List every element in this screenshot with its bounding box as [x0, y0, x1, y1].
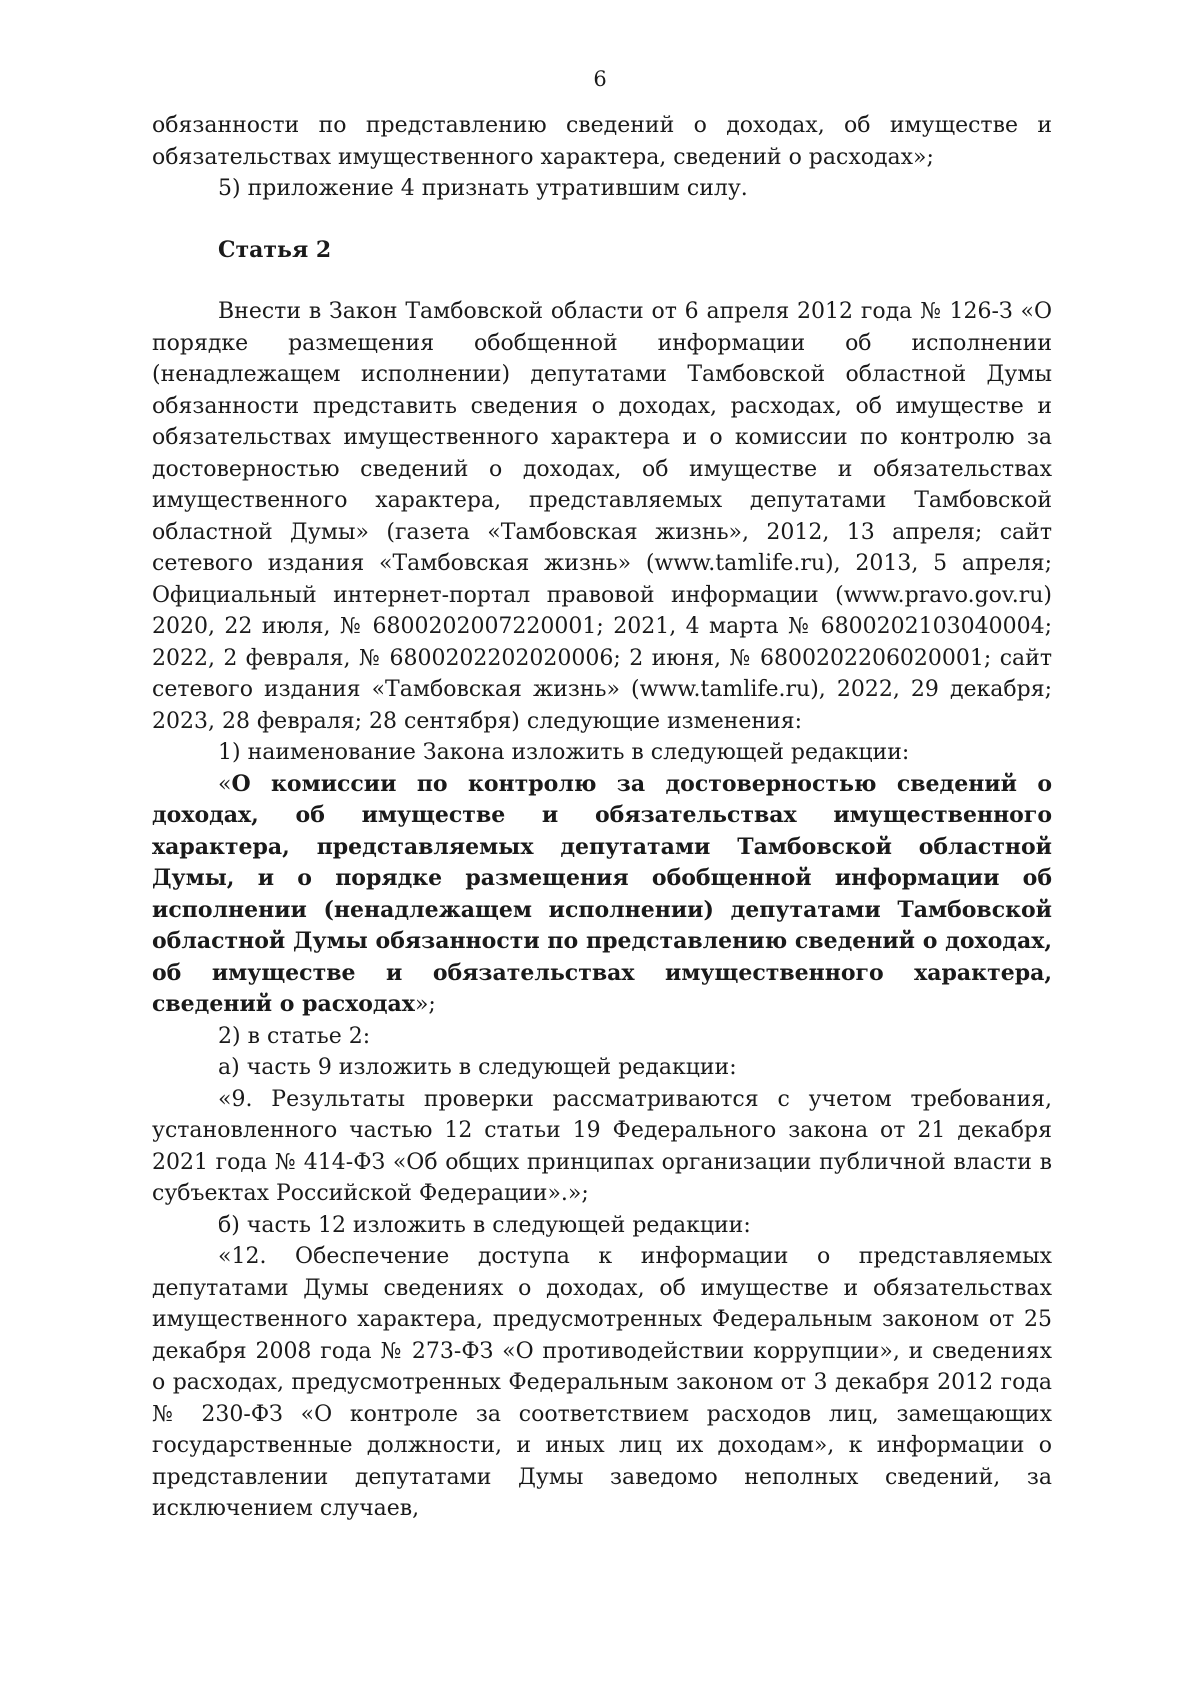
paragraph-part-9: «9. Результаты проверки рассматриваются с учетом требования, установленного частью 12 статьи 19 Федерального закона от 21 декабря 2021 года № 414-ФЗ «Об общих принципах организации публичной власти в субъектах Российской Федерации».»;: [152, 1086, 1052, 1206]
paragraph-item-5: 5) приложение 4 признать утратившим силу.: [218, 176, 748, 201]
page-number: 6: [593, 67, 607, 91]
paragraph-subitem-b: б) часть 12 изложить в следующей редакции:: [218, 1212, 751, 1238]
paragraph-amendment-intro: Внести в Закон Тамбовской области от 6 апреля 2012 года № 126-З «О порядке размещения обобщенной информации об исполнении (ненадлежащем исполнении) депутатами Тамбовской областной Думы обязанности представить сведения о доходах, расходах, об имуществе и обязательствах имущественного характера и о комиссии по контролю за достоверностью сведений о доходах, об имуществе и обязательствах имущественного характера, представляемых депутатами Тамбовской областной Думы» (газета «Тамбовская жизнь», 2012, 13 апреля; сайт сетевого издания «Тамбовская жизнь» (www.tamlife.ru), 2013, 5 апреля; Официальный интернет-портал правовой информации (www.pravo.gov.ru) 2020, 22 июля, № 6800202007220001; 2021, 4 марта № 6800202103040004; 2022, 2 февраля, № 6800202202020006; 2 июня, № 6800202206020001; сайт сетевого издания «Тамбовская жизнь» (www.tamlife.ru), 2022, 29 декабря; 2023, 28 февраля; 28 сентября) следующие изменения:: [152, 299, 1052, 734]
document-body: [152, 110, 1052, 1525]
quote-open: «: [218, 771, 232, 797]
law-title-bold: О комиссии по контролю за достоверностью сведений о доходах, об имуществе и обязательствах имущественного характера, представляемых депутатами Тамбовской областной Думы, и о порядке размещения обобщенной информации об исполнении (ненадлежащем исполнении) депутатами Тамбовской областной Думы обязанности по представлению сведений о доходах, об имуществе и обязательствах имущественного характера, сведений о расходах: [152, 770, 1052, 1017]
paragraph-continuation: обязанности по представлению сведений о доходах, об имуществе и обязательствах имущественного характера, сведений о расходах»;: [152, 113, 1052, 170]
article-heading: Статья 2: [218, 236, 332, 263]
quote-close: »;: [414, 992, 436, 1017]
paragraph-law-title: [152, 769, 1052, 1021]
paragraph-subitem-a: а) часть 9 изложить в следующей редакции:: [218, 1055, 737, 1080]
paragraph-item-2: 2) в статье 2:: [218, 1023, 371, 1049]
paragraph-part-12: «12. Обеспечение доступа к информации о представляемых депутатами Думы сведениях о доходах, об имуществе и обязательствах имущественного характера, предусмотренных Федеральным законом от 25 декабря 2008 года № 273-ФЗ «О противодействии коррупции», и сведениях о расходах, предусмотренных Федеральным законом от 3 декабря 2012 года № 230-ФЗ «О контроле за соответствием расходов лиц, замещающих государственные должности, и иных лиц их доходам», к информации о представлении депутатами Думы заведомо неполных сведений, за исключением случаев,: [152, 1244, 1052, 1521]
paragraph-item-1: 1) наименование Закона изложить в следующей редакции:: [218, 740, 910, 765]
